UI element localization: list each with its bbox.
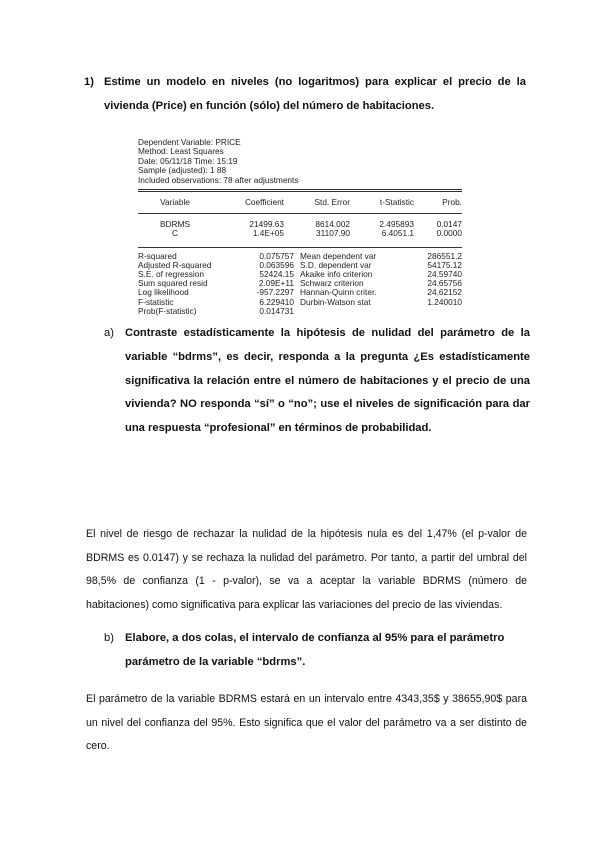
coefficients-table [138,198,462,207]
cell: 24.59740 [427,269,462,280]
question-b-text: Elabore, a dos colas, el intervalo de confianza al 95% para el parámetro parámetro de la variable “bdrms”. [125,632,505,668]
cell: 0.0147 [436,219,462,230]
col-header: Variable [160,197,190,208]
cell [414,307,462,316]
cell: 2.09E+11 [258,278,294,289]
col-header: t-Statistic [379,197,414,208]
cell: 8614.002 [315,219,350,230]
cell: Durbin-Watson stat [300,296,371,307]
header-line: Included observations: 78 after adjustments [138,174,299,185]
question-b-label: b) [104,632,114,644]
question-a-text: Contraste estadísticamente la hipótesis de nulidad del parámetro de la variable “bdrms”, es decir, responda a la pregunta ¿Es estadísticamente significativa la relación entre el número de habitaciones y el precio de una vivienda? NO responda “sí” o “no”; use el niveles de significación para dar una respuesta “profesional” en términos de probabilidad. [125,327,530,435]
eviews-header [138,138,462,185]
question-1 [86,70,526,118]
cell: Mean dependent var [300,250,377,261]
cell: 0.014731 [259,305,294,316]
cell: 54175.12 [427,259,462,270]
cell: Adjusted R-squared [138,259,212,270]
cell: 1.240010 [427,296,462,307]
cell: 24.62152 [427,287,462,298]
cell: Prob(F-statistic) [138,305,197,316]
question-1-text: Estime un modelo en niveles (no logaritmos) para explicar el precio de la vivienda (Price) en función (sólo) del número de habitaciones. [104,76,526,112]
cell: 24.65756 [427,278,462,289]
question-b [104,626,530,674]
cell: Akaike info criterion [300,269,373,280]
cell: BDRMS [160,219,190,230]
header-line: Sample (adjusted): 1 88 [138,165,227,176]
cell: 21499.63 [249,219,284,230]
cell: 0.075757 [259,250,294,261]
cell: 286551.2 [427,250,462,261]
header-line: Method: Least Squares [138,146,224,157]
cell: F-statistic [138,296,174,307]
col-header: Std. Error [314,197,350,208]
cell: S.E. of regression [138,269,204,280]
question-a-label: a) [104,327,114,339]
cell: 52424.15 [259,269,294,280]
eviews-output [138,138,462,316]
coefficients-header-row [138,198,462,207]
cell: -957.2297 [256,287,294,298]
cell: Log likelihood [138,287,189,298]
cell: Sum squared resid [138,278,208,289]
coefficients-body [138,220,462,238]
statistics-table [138,252,462,316]
divider [138,189,462,190]
col-header: Prob. [442,197,462,208]
cell [294,307,414,316]
cell: 1.4E+05 [252,228,284,239]
cell: C [172,228,178,239]
cell: Hannan-Quinn criter. [300,287,377,298]
answer-a: El nivel de riesgo de rechazar la nulidad de la hipótesis nula es del 1,47% (el p-valor de BDRMS es 0.0147) y se rechaza la nulidad del parámetro. Por tanto, a partir del umbral del 98,5% de confianza (1 - p-valor), se va a aceptar la variable BDRMS (número de habitaciones) como significativa para explicar las variaciones del precio de las viviendas. [86,528,527,611]
cell: 6.4051.1 [381,228,414,239]
cell: S.D. dependent var [300,259,372,270]
cell: 31107.90 [316,228,350,239]
cell: R-squared [138,250,177,261]
answer-b: El parámetro de la variable BDRMS estará en un intervalo entre 4343,35$ y 38655,90$ para un nivel del confianza del 95%. Esto significa que el valor del parámetro va a ser distinto de cero. [86,693,527,753]
divider [138,247,462,248]
cell: 0.0000 [436,228,462,239]
question-a [104,322,530,441]
cell: 6.229410 [259,296,294,307]
cell: Schwarz criterion [300,278,364,289]
table-row [138,307,462,316]
cell: 2.495893 [379,219,414,230]
divider [138,213,462,214]
table-row [138,229,462,238]
header-line: Date: 05/11/18 Time: 15:19 [138,155,238,166]
question-1-number: 1) [84,76,94,88]
header-line: Dependent Variable: PRICE [138,137,241,147]
col-header: Coefficient [244,197,284,208]
cell: 0.063596 [259,259,294,270]
divider [138,191,462,192]
